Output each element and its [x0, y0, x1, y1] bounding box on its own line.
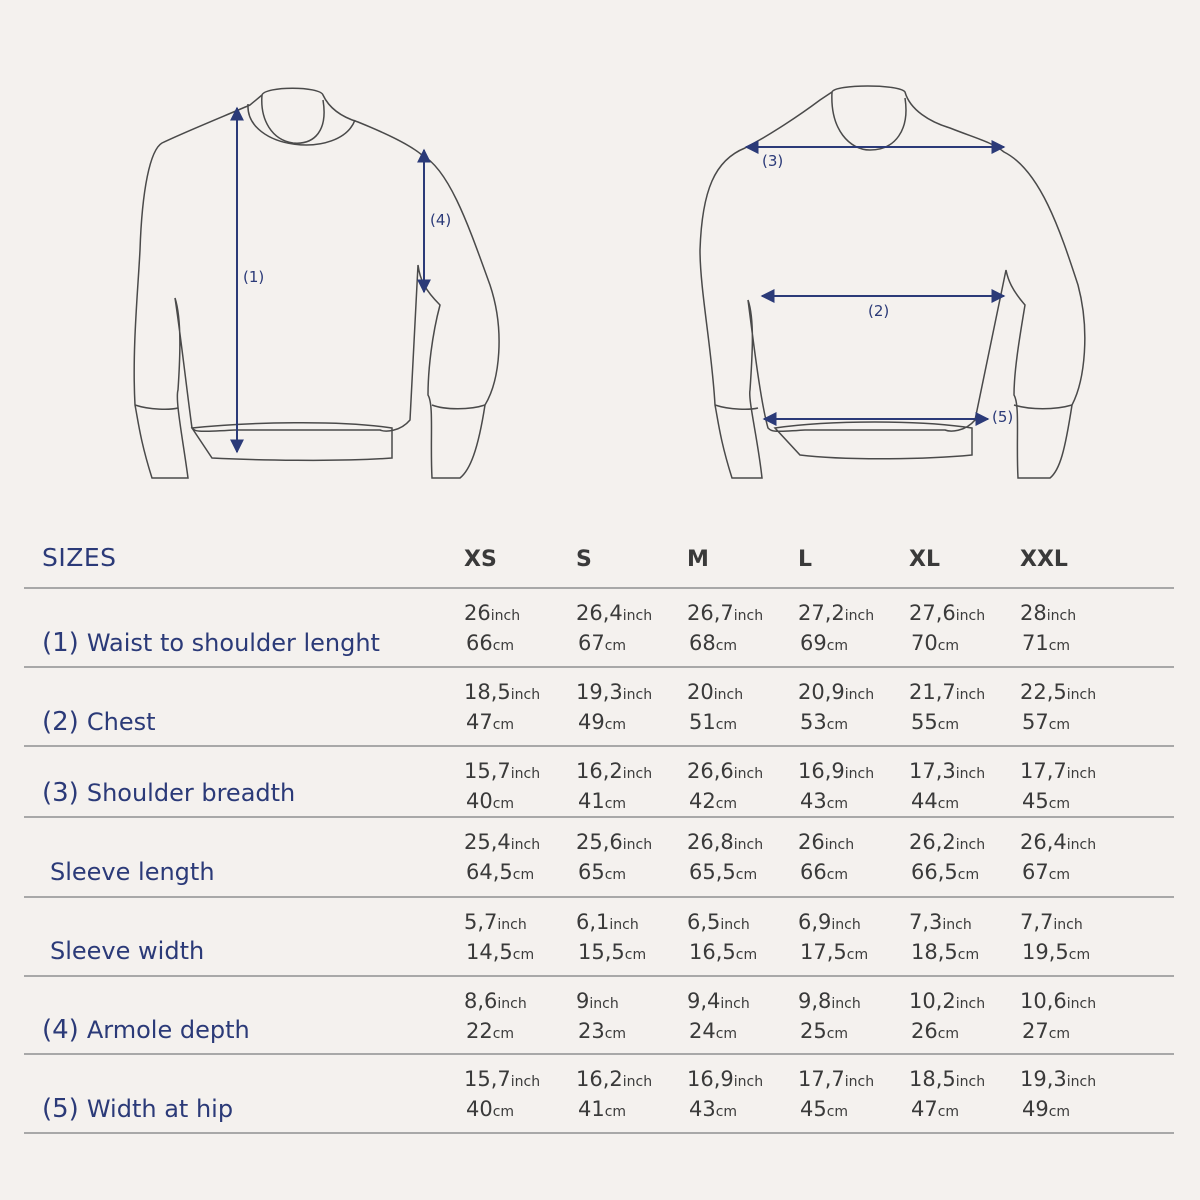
row-number: (1) [42, 628, 79, 658]
row-label [50, 858, 215, 886]
value-cm: 67cm [578, 631, 627, 655]
value-cm: 66cm [466, 631, 515, 655]
value-cm: 44cm [911, 789, 960, 813]
row-label [42, 628, 380, 658]
value-cm: 69cm [800, 631, 849, 655]
value-inch: 25,4inch [464, 830, 541, 854]
value-inch: 26,2inch [909, 830, 986, 854]
arrow-label-2: (2) [868, 302, 890, 320]
value-cm: 19,5cm [1022, 940, 1091, 964]
value-inch: 21,7inch [909, 680, 986, 704]
row-divider [24, 745, 1174, 747]
value-cm: 14,5cm [466, 940, 535, 964]
size-header-m: M [687, 547, 709, 572]
row-label [42, 778, 295, 808]
row-label-text: Waist to shoulder lenght [86, 629, 380, 657]
value-inch: 6,9inch [798, 910, 861, 934]
size-header-l: L [798, 547, 813, 572]
value-cm: 40cm [466, 789, 515, 813]
row-label-text: Chest [86, 708, 156, 736]
value-cm: 45cm [800, 1097, 849, 1121]
value-cm: 51cm [689, 710, 738, 734]
value-cm: 71cm [1022, 631, 1071, 655]
value-inch: 20inch [687, 680, 744, 704]
value-inch: 16,9inch [687, 1067, 764, 1091]
row-divider [24, 666, 1174, 668]
value-cm: 57cm [1022, 710, 1071, 734]
value-inch: 7,7inch [1020, 910, 1083, 934]
value-inch: 10,2inch [909, 989, 986, 1013]
value-inch: 16,9inch [798, 759, 875, 783]
row-divider [24, 1132, 1174, 1134]
value-cm: 53cm [800, 710, 849, 734]
value-inch: 20,9inch [798, 680, 875, 704]
value-cm: 25cm [800, 1019, 849, 1043]
value-cm: 65cm [578, 860, 627, 884]
value-cm: 49cm [578, 710, 627, 734]
value-inch: 6,5inch [687, 910, 750, 934]
value-inch: 26,4inch [576, 601, 653, 625]
arrow-label-3: (3) [762, 152, 784, 170]
row-number: (3) [42, 778, 79, 808]
value-cm: 68cm [689, 631, 738, 655]
row-label-text: Sleeve width [50, 937, 205, 965]
value-cm: 41cm [578, 789, 627, 813]
value-inch: 19,3inch [576, 680, 653, 704]
value-inch: 10,6inch [1020, 989, 1097, 1013]
value-cm: 49cm [1022, 1097, 1071, 1121]
value-cm: 66,5cm [911, 860, 980, 884]
value-inch: 18,5inch [464, 680, 541, 704]
value-cm: 47cm [466, 710, 515, 734]
value-inch: 6,1inch [576, 910, 639, 934]
row-divider [24, 896, 1174, 898]
row-label-text: Width at hip [86, 1095, 234, 1123]
value-cm: 23cm [578, 1019, 627, 1043]
value-cm: 43cm [689, 1097, 738, 1121]
value-cm: 24cm [689, 1019, 738, 1043]
value-cm: 27cm [1022, 1019, 1071, 1043]
value-inch: 26,7inch [687, 601, 764, 625]
value-inch: 17,7inch [798, 1067, 875, 1091]
value-inch: 9,4inch [687, 989, 750, 1013]
size-header-s: S [576, 547, 592, 572]
value-inch: 16,2inch [576, 1067, 653, 1091]
value-cm: 45cm [1022, 789, 1071, 813]
row-divider [24, 587, 1174, 589]
value-inch: 25,6inch [576, 830, 653, 854]
value-cm: 15,5cm [578, 940, 647, 964]
arrow-label-1: (1) [243, 268, 265, 286]
row-divider [24, 1053, 1174, 1055]
value-cm: 65,5cm [689, 860, 758, 884]
row-label [42, 707, 156, 737]
value-inch: 26,6inch [687, 759, 764, 783]
value-cm: 47cm [911, 1097, 960, 1121]
value-cm: 64,5cm [466, 860, 535, 884]
value-inch: 7,3inch [909, 910, 972, 934]
value-inch: 17,7inch [1020, 759, 1097, 783]
size-header-xxl: XXL [1020, 547, 1068, 572]
value-inch: 26inch [798, 830, 855, 854]
value-inch: 8,6inch [464, 989, 527, 1013]
sizes-title: SIZES [42, 543, 117, 572]
size-header-xl: XL [909, 547, 940, 572]
value-inch: 5,7inch [464, 910, 527, 934]
row-label [50, 937, 204, 965]
value-cm: 67cm [1022, 860, 1071, 884]
value-inch: 26inch [464, 601, 521, 625]
value-inch: 19,3inch [1020, 1067, 1097, 1091]
value-cm: 16,5cm [689, 940, 758, 964]
value-inch: 16,2inch [576, 759, 653, 783]
row-number: (4) [42, 1015, 79, 1045]
value-inch: 26,4inch [1020, 830, 1097, 854]
value-cm: 26cm [911, 1019, 960, 1043]
row-number: (5) [42, 1094, 79, 1124]
value-cm: 22cm [466, 1019, 515, 1043]
row-label [42, 1015, 250, 1045]
row-label-text: Armole depth [86, 1016, 250, 1044]
value-cm: 40cm [466, 1097, 515, 1121]
value-inch: 9inch [576, 989, 619, 1013]
value-cm: 66cm [800, 860, 849, 884]
value-inch: 15,7inch [464, 1067, 541, 1091]
row-label-text: Shoulder breadth [86, 779, 296, 807]
value-inch: 15,7inch [464, 759, 541, 783]
row-label-text: Sleeve length [50, 858, 215, 886]
value-inch: 26,8inch [687, 830, 764, 854]
row-divider [24, 816, 1174, 818]
value-inch: 27,6inch [909, 601, 986, 625]
value-inch: 18,5inch [909, 1067, 986, 1091]
value-cm: 43cm [800, 789, 849, 813]
value-cm: 18,5cm [911, 940, 980, 964]
value-cm: 41cm [578, 1097, 627, 1121]
arrow-label-5: (5) [992, 408, 1014, 426]
value-cm: 42cm [689, 789, 738, 813]
arrow-label-4: (4) [430, 211, 452, 229]
value-inch: 9,8inch [798, 989, 861, 1013]
size-header-xs: XS [464, 547, 497, 572]
value-cm: 70cm [911, 631, 960, 655]
value-inch: 28inch [1020, 601, 1077, 625]
value-cm: 17,5cm [800, 940, 869, 964]
value-inch: 22,5inch [1020, 680, 1097, 704]
row-label [42, 1094, 233, 1124]
row-divider [24, 975, 1174, 977]
row-number: (2) [42, 707, 79, 737]
value-inch: 27,2inch [798, 601, 875, 625]
value-cm: 55cm [911, 710, 960, 734]
value-inch: 17,3inch [909, 759, 986, 783]
